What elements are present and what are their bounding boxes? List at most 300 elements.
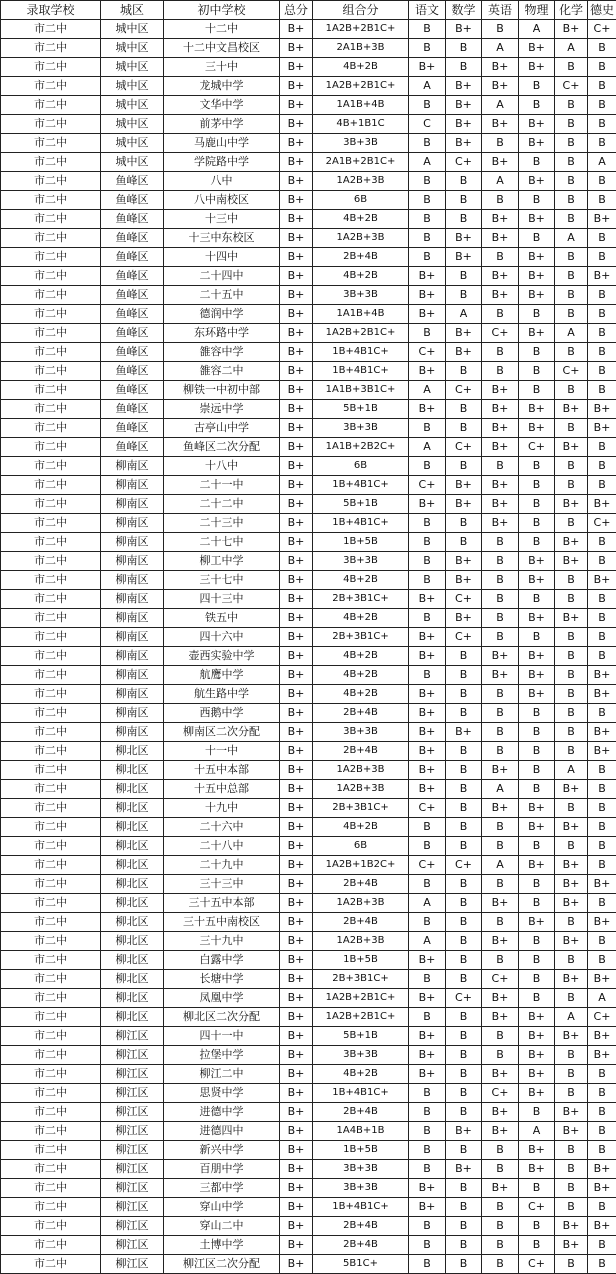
cell-district: 柳北区 (101, 761, 164, 780)
cell-admission-school: 市二中 (1, 628, 101, 647)
header-cell-morality-history: 德史 (588, 1, 616, 20)
cell-chinese: B+ (409, 989, 446, 1008)
cell-combination: 2B+4B (313, 913, 409, 932)
cell-district: 鱼峰区 (101, 191, 164, 210)
cell-combination: 1A2B+3B (313, 780, 409, 799)
cell-chemistry: B (555, 989, 588, 1008)
cell-chemistry: B+ (555, 875, 588, 894)
cell-total: B+ (280, 1008, 313, 1027)
cell-middle-school: 八中 (164, 172, 280, 191)
cell-morality-history: B (588, 476, 616, 495)
cell-middle-school: 十八中 (164, 457, 280, 476)
cell-math: B (446, 191, 482, 210)
cell-morality-history: B+ (588, 419, 616, 438)
cell-combination: 1A2B+3B (313, 172, 409, 191)
cell-admission-school: 市二中 (1, 400, 101, 419)
table-row (1, 514, 616, 533)
cell-chinese: B+ (409, 761, 446, 780)
cell-english: B (482, 533, 519, 552)
cell-math: A (446, 305, 482, 324)
cell-morality-history: B+ (588, 685, 616, 704)
cell-middle-school: 十二中文昌校区 (164, 39, 280, 58)
cell-math: C+ (446, 438, 482, 457)
cell-physics: B+ (519, 552, 555, 571)
cell-combination: 1A1B+2B2C+ (313, 438, 409, 457)
cell-total: B+ (280, 286, 313, 305)
cell-chemistry: C+ (555, 362, 588, 381)
cell-district: 城中区 (101, 77, 164, 96)
cell-physics: B (519, 1236, 555, 1255)
cell-chemistry: B (555, 704, 588, 723)
cell-morality-history: B+ (588, 267, 616, 286)
cell-admission-school: 市二中 (1, 1046, 101, 1065)
cell-chinese: B+ (409, 362, 446, 381)
cell-middle-school: 十三中 (164, 210, 280, 229)
cell-physics: B+ (519, 58, 555, 77)
cell-admission-school: 市二中 (1, 1122, 101, 1141)
cell-district: 柳北区 (101, 1008, 164, 1027)
cell-combination: 4B+2B (313, 666, 409, 685)
cell-district: 城中区 (101, 134, 164, 153)
cell-english: B (482, 1198, 519, 1217)
cell-english: B (482, 343, 519, 362)
cell-chinese: B+ (409, 1046, 446, 1065)
cell-middle-school: 柳铁一中初中部 (164, 381, 280, 400)
cell-math: C+ (446, 628, 482, 647)
cell-district: 柳南区 (101, 647, 164, 666)
cell-morality-history: B (588, 647, 616, 666)
cell-math: B+ (446, 115, 482, 134)
cell-morality-history: A (588, 989, 616, 1008)
cell-morality-history: B+ (588, 875, 616, 894)
header-cell-combination: 组合分 (313, 1, 409, 20)
cell-english: B+ (482, 761, 519, 780)
cell-math: B (446, 1179, 482, 1198)
cell-morality-history: B+ (588, 1217, 616, 1236)
cell-admission-school: 市二中 (1, 799, 101, 818)
table-row (1, 210, 616, 229)
cell-morality-history: B (588, 590, 616, 609)
cell-physics: B (519, 362, 555, 381)
cell-physics: B+ (519, 818, 555, 837)
table-row (1, 495, 616, 514)
cell-english: B (482, 1236, 519, 1255)
cell-english: B (482, 837, 519, 856)
cell-physics: B (519, 514, 555, 533)
cell-middle-school: 航生路中学 (164, 685, 280, 704)
table-row (1, 58, 616, 77)
cell-chemistry: B+ (555, 780, 588, 799)
cell-middle-school: 文华中学 (164, 96, 280, 115)
cell-english: B (482, 1141, 519, 1160)
cell-physics: B (519, 495, 555, 514)
cell-admission-school: 市二中 (1, 20, 101, 39)
cell-middle-school: 新兴中学 (164, 1141, 280, 1160)
cell-physics: C+ (519, 438, 555, 457)
cell-district: 鱼峰区 (101, 286, 164, 305)
cell-physics: B+ (519, 1141, 555, 1160)
cell-chinese: B+ (409, 590, 446, 609)
cell-chemistry: B (555, 248, 588, 267)
table-row (1, 1065, 616, 1084)
cell-total: B+ (280, 267, 313, 286)
table-row (1, 1008, 616, 1027)
cell-chemistry: B (555, 343, 588, 362)
cell-admission-school: 市二中 (1, 381, 101, 400)
cell-middle-school: 前茅中学 (164, 115, 280, 134)
cell-combination: 1B+4B1C+ (313, 362, 409, 381)
cell-physics: B (519, 153, 555, 172)
cell-combination: 1A2B+2B1C+ (313, 324, 409, 343)
table-row (1, 400, 616, 419)
header-cell-math: 数学 (446, 1, 482, 20)
cell-admission-school: 市二中 (1, 495, 101, 514)
cell-chemistry: B+ (555, 1103, 588, 1122)
cell-chinese: B (409, 552, 446, 571)
cell-morality-history: B+ (588, 1179, 616, 1198)
cell-middle-school: 西鹅中学 (164, 704, 280, 723)
table-row (1, 324, 616, 343)
cell-middle-school: 东环路中学 (164, 324, 280, 343)
cell-middle-school: 德润中学 (164, 305, 280, 324)
table-row (1, 457, 616, 476)
cell-chinese: B (409, 571, 446, 590)
cell-admission-school: 市二中 (1, 723, 101, 742)
cell-total: B+ (280, 704, 313, 723)
cell-english: C+ (482, 324, 519, 343)
table-row (1, 343, 616, 362)
cell-math: B+ (446, 343, 482, 362)
cell-total: B+ (280, 457, 313, 476)
cell-chemistry: B (555, 723, 588, 742)
cell-middle-school: 三十九中 (164, 932, 280, 951)
table-row (1, 1103, 616, 1122)
cell-chinese: B+ (409, 704, 446, 723)
table-row (1, 153, 616, 172)
cell-chemistry: B+ (555, 818, 588, 837)
cell-english: B (482, 191, 519, 210)
cell-english: B (482, 248, 519, 267)
cell-english: B (482, 1255, 519, 1274)
cell-total: B+ (280, 381, 313, 400)
header-cell-physics: 物理 (519, 1, 555, 20)
cell-district: 柳北区 (101, 989, 164, 1008)
cell-chemistry: B (555, 742, 588, 761)
cell-combination: 6B (313, 457, 409, 476)
cell-chemistry: B (555, 134, 588, 153)
cell-chemistry: B (555, 571, 588, 590)
header-cell-english: 英语 (482, 1, 519, 20)
cell-district: 柳南区 (101, 457, 164, 476)
cell-physics: B (519, 837, 555, 856)
cell-physics: B (519, 951, 555, 970)
table-row (1, 305, 616, 324)
cell-english: B (482, 362, 519, 381)
cell-combination: 1B+5B (313, 951, 409, 970)
cell-middle-school: 思贤中学 (164, 1084, 280, 1103)
cell-morality-history: B (588, 1198, 616, 1217)
cell-physics: B (519, 381, 555, 400)
table-row (1, 685, 616, 704)
cell-physics: B (519, 761, 555, 780)
cell-admission-school: 市二中 (1, 153, 101, 172)
cell-total: B+ (280, 989, 313, 1008)
cell-chemistry: B (555, 115, 588, 134)
cell-district: 柳北区 (101, 799, 164, 818)
cell-math: B+ (446, 324, 482, 343)
cell-admission-school: 市二中 (1, 514, 101, 533)
cell-english: B+ (482, 1065, 519, 1084)
cell-math: B+ (446, 552, 482, 571)
cell-morality-history: B (588, 1122, 616, 1141)
cell-district: 柳北区 (101, 837, 164, 856)
cell-chinese: B (409, 96, 446, 115)
cell-morality-history: B+ (588, 571, 616, 590)
cell-combination: 1A1B+4B (313, 305, 409, 324)
cell-total: B+ (280, 1046, 313, 1065)
table-row (1, 115, 616, 134)
cell-chinese: B+ (409, 723, 446, 742)
cell-chinese: B (409, 419, 446, 438)
cell-physics: B+ (519, 134, 555, 153)
cell-chinese: C (409, 115, 446, 134)
cell-english: B (482, 20, 519, 39)
cell-math: B+ (446, 571, 482, 590)
cell-morality-history: B+ (588, 210, 616, 229)
cell-total: B+ (280, 761, 313, 780)
header-cell-admission-school: 录取学校 (1, 1, 101, 20)
cell-physics: B+ (519, 419, 555, 438)
cell-math: B (446, 1217, 482, 1236)
cell-english: B+ (482, 210, 519, 229)
cell-combination: 3B+3B (313, 286, 409, 305)
cell-chinese: B (409, 172, 446, 191)
cell-physics: B (519, 191, 555, 210)
cell-chinese: B+ (409, 780, 446, 799)
cell-combination: 5B+1B (313, 1027, 409, 1046)
cell-math: B (446, 210, 482, 229)
cell-middle-school: 二十七中 (164, 533, 280, 552)
cell-physics: B (519, 989, 555, 1008)
table-body (1, 20, 616, 1274)
cell-chemistry: B (555, 1160, 588, 1179)
cell-admission-school: 市二中 (1, 343, 101, 362)
cell-english: B (482, 742, 519, 761)
cell-middle-school: 十五中本部 (164, 761, 280, 780)
cell-combination: 4B+2B (313, 685, 409, 704)
cell-physics: B (519, 343, 555, 362)
cell-morality-history: B (588, 96, 616, 115)
cell-math: B (446, 1198, 482, 1217)
cell-chemistry: B+ (555, 1122, 588, 1141)
cell-middle-school: 龙城中学 (164, 77, 280, 96)
cell-combination: 3B+3B (313, 134, 409, 153)
cell-english: B (482, 1046, 519, 1065)
cell-english: B (482, 552, 519, 571)
cell-admission-school: 市二中 (1, 229, 101, 248)
cell-math: B+ (446, 609, 482, 628)
cell-math: B (446, 1008, 482, 1027)
cell-chemistry: B (555, 1179, 588, 1198)
cell-district: 柳南区 (101, 476, 164, 495)
cell-chinese: B+ (409, 286, 446, 305)
cell-middle-school: 柳南区二次分配 (164, 723, 280, 742)
cell-district: 柳北区 (101, 951, 164, 970)
cell-chemistry: B (555, 191, 588, 210)
cell-combination: 3B+3B (313, 1046, 409, 1065)
cell-middle-school: 白露中学 (164, 951, 280, 970)
cell-chinese: B (409, 1008, 446, 1027)
cell-middle-school: 十五中总部 (164, 780, 280, 799)
cell-physics: B+ (519, 39, 555, 58)
cell-total: B+ (280, 1084, 313, 1103)
table-row (1, 267, 616, 286)
cell-chinese: B+ (409, 685, 446, 704)
cell-english: B+ (482, 438, 519, 457)
cell-district: 鱼峰区 (101, 267, 164, 286)
cell-chinese: B+ (409, 647, 446, 666)
cell-middle-school: 学院路中学 (164, 153, 280, 172)
cell-morality-history: B (588, 248, 616, 267)
cell-chemistry: B (555, 647, 588, 666)
cell-physics: B+ (519, 115, 555, 134)
cell-english: B (482, 875, 519, 894)
cell-math: B (446, 970, 482, 989)
cell-physics: A (519, 1122, 555, 1141)
cell-physics: B (519, 1103, 555, 1122)
cell-total: B+ (280, 723, 313, 742)
cell-district: 鱼峰区 (101, 305, 164, 324)
cell-combination: 4B+2B (313, 58, 409, 77)
cell-district: 城中区 (101, 96, 164, 115)
cell-total: B+ (280, 1103, 313, 1122)
cell-physics: B (519, 229, 555, 248)
cell-total: B+ (280, 799, 313, 818)
cell-english: B+ (482, 229, 519, 248)
cell-middle-school: 壶西实验中学 (164, 647, 280, 666)
cell-chinese: B (409, 134, 446, 153)
cell-morality-history: B (588, 39, 616, 58)
cell-combination: 3B+3B (313, 723, 409, 742)
cell-total: B+ (280, 1198, 313, 1217)
cell-middle-school: 柳北区二次分配 (164, 1008, 280, 1027)
cell-admission-school: 市二中 (1, 932, 101, 951)
cell-district: 柳江区 (101, 1160, 164, 1179)
cell-math: B+ (446, 20, 482, 39)
cell-math: B+ (446, 77, 482, 96)
cell-morality-history: B (588, 343, 616, 362)
cell-district: 柳北区 (101, 970, 164, 989)
cell-morality-history: B (588, 1065, 616, 1084)
cell-chemistry: B+ (555, 1217, 588, 1236)
cell-total: B+ (280, 856, 313, 875)
cell-english: B+ (482, 932, 519, 951)
cell-district: 鱼峰区 (101, 229, 164, 248)
cell-combination: 3B+3B (313, 419, 409, 438)
cell-combination: 2B+4B (313, 248, 409, 267)
cell-combination: 4B+2B (313, 210, 409, 229)
cell-district: 柳南区 (101, 666, 164, 685)
cell-chemistry: B (555, 1141, 588, 1160)
cell-chinese: A (409, 438, 446, 457)
cell-math: B+ (446, 495, 482, 514)
cell-morality-history: B (588, 818, 616, 837)
cell-chemistry: B (555, 628, 588, 647)
cell-morality-history: B (588, 324, 616, 343)
cell-english: B (482, 1160, 519, 1179)
cell-district: 柳江区 (101, 1198, 164, 1217)
cell-middle-school: 航鹰中学 (164, 666, 280, 685)
cell-physics: B+ (519, 799, 555, 818)
cell-combination: 3B+3B (313, 552, 409, 571)
cell-english: B (482, 704, 519, 723)
table-row (1, 742, 616, 761)
cell-total: B+ (280, 875, 313, 894)
cell-chinese: B (409, 191, 446, 210)
cell-total: B+ (280, 58, 313, 77)
cell-morality-history: B (588, 628, 616, 647)
cell-admission-school: 市二中 (1, 305, 101, 324)
cell-total: B+ (280, 685, 313, 704)
cell-admission-school: 市二中 (1, 1217, 101, 1236)
cell-english: B (482, 1217, 519, 1236)
cell-middle-school: 百朋中学 (164, 1160, 280, 1179)
cell-math: B (446, 913, 482, 932)
table-row (1, 818, 616, 837)
cell-math: B+ (446, 476, 482, 495)
table-row (1, 172, 616, 191)
cell-admission-school: 市二中 (1, 780, 101, 799)
cell-physics: B (519, 1217, 555, 1236)
cell-morality-history: B (588, 286, 616, 305)
cell-english: B (482, 913, 519, 932)
cell-english: A (482, 39, 519, 58)
cell-physics: B+ (519, 267, 555, 286)
cell-combination: 1A4B+1B (313, 1122, 409, 1141)
cell-english: B (482, 628, 519, 647)
cell-middle-school: 崇远中学 (164, 400, 280, 419)
cell-combination: 4B+2B (313, 609, 409, 628)
cell-total: B+ (280, 1122, 313, 1141)
cell-english: B+ (482, 58, 519, 77)
cell-morality-history: B (588, 172, 616, 191)
cell-middle-school: 柳江二中 (164, 1065, 280, 1084)
cell-english: C+ (482, 1084, 519, 1103)
table-row (1, 723, 616, 742)
cell-admission-school: 市二中 (1, 742, 101, 761)
table-row (1, 951, 616, 970)
cell-physics: B+ (519, 1008, 555, 1027)
cell-chinese: B (409, 1217, 446, 1236)
cell-chemistry: B (555, 1046, 588, 1065)
cell-chinese: B (409, 1122, 446, 1141)
cell-english: B+ (482, 267, 519, 286)
cell-middle-school: 二十五中 (164, 286, 280, 305)
table-row (1, 628, 616, 647)
cell-chemistry: B (555, 666, 588, 685)
cell-chinese: C+ (409, 856, 446, 875)
cell-chinese: B (409, 875, 446, 894)
cell-total: B+ (280, 913, 313, 932)
cell-total: B+ (280, 229, 313, 248)
cell-math: B (446, 818, 482, 837)
cell-chemistry: B+ (555, 894, 588, 913)
cell-total: B+ (280, 780, 313, 799)
cell-admission-school: 市二中 (1, 248, 101, 267)
cell-total: B+ (280, 39, 313, 58)
cell-chinese: B+ (409, 400, 446, 419)
cell-math: B+ (446, 1122, 482, 1141)
